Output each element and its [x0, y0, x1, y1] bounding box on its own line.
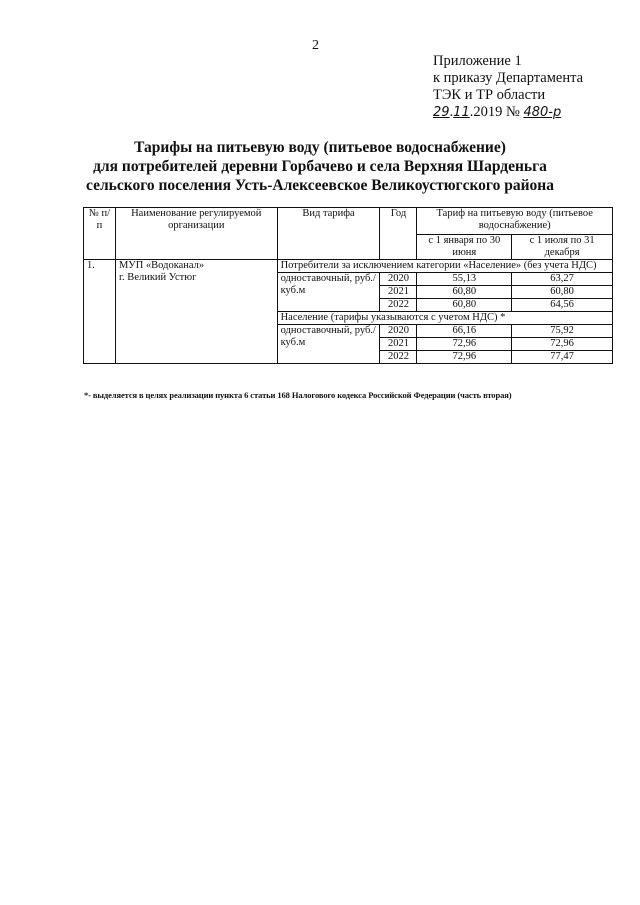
header-h1: с 1 января по 30 июня — [417, 235, 512, 260]
org-name: МУП «Водоканал» — [118, 260, 205, 271]
date-month: 11 — [453, 105, 470, 120]
appendix-date: 29.11.2019 № 480-р — [433, 104, 562, 120]
appendix-header — [433, 53, 583, 121]
header-tariff: Тариф на питьевую воду (питьевое водоснабжение) — [417, 208, 613, 235]
value-cell: 64,56 — [512, 299, 613, 312]
value-cell: 72,96 — [512, 338, 613, 351]
org-city: г. Великий Устюг — [118, 272, 197, 283]
value-cell: 77,47 — [512, 351, 613, 364]
value-cell: 63,27 — [512, 273, 613, 286]
header-year: Год — [380, 208, 417, 260]
row-num: 1. — [84, 260, 116, 364]
value-cell: 60,80 — [417, 286, 512, 299]
appendix-line: Приложение 1 — [433, 53, 522, 69]
value-cell: 75,92 — [512, 325, 613, 338]
year-cell: 2021 — [380, 286, 417, 299]
tariff-type: одноставочный, руб./куб.м — [277, 325, 380, 364]
category-row — [84, 260, 613, 273]
year-cell: 2021 — [380, 338, 417, 351]
header-type: Вид тарифа — [277, 208, 380, 260]
title-line: Тарифы на питьевую воду (питьевое водоснабжение) — [134, 139, 506, 156]
year-cell: 2020 — [380, 273, 417, 286]
date-day: 29 — [433, 105, 450, 120]
header-org: Наименование регулируемой организации — [115, 208, 277, 260]
value-cell: 66,16 — [417, 325, 512, 338]
year-cell: 2020 — [380, 325, 417, 338]
title-line: сельского поселения Усть-Алексеевское Великоустюгского района — [86, 177, 554, 194]
year-cell: 2022 — [380, 351, 417, 364]
header-row — [84, 208, 613, 235]
title-line: для потребителей деревни Горбачево и села Верхняя Шарденьга — [93, 158, 547, 175]
value-cell: 72,96 — [417, 351, 512, 364]
appendix-line: к приказу Департамента — [433, 70, 584, 86]
value-cell: 72,96 — [417, 338, 512, 351]
date-year: .2019 № — [469, 104, 520, 120]
header-num: № п/п — [84, 208, 116, 260]
document-title — [0, 138, 640, 195]
page-number: 2 — [312, 38, 319, 53]
org-cell — [115, 260, 277, 364]
footnote: *- выделяется в целях реализации пункта 6 статьи 168 Налогового кодекса Российской Федерации (часть вторая) — [84, 390, 512, 400]
header-h2: с 1 июля по 31 декабря — [512, 235, 613, 260]
tariff-table — [83, 207, 613, 364]
value-cell: 55,13 — [417, 273, 512, 286]
appendix-line: ТЭК и ТР области — [433, 87, 546, 103]
category-label: Население (тарифы указываются с учетом НДС) * — [277, 312, 612, 325]
order-number: 480-р — [523, 105, 562, 120]
value-cell: 60,80 — [417, 299, 512, 312]
tariff-type: одноставочный, руб./куб.м — [277, 273, 380, 312]
value-cell: 60,80 — [512, 286, 613, 299]
year-cell: 2022 — [380, 299, 417, 312]
category-label: Потребители за исключением категории «Население» (без учета НДС) — [277, 260, 612, 273]
